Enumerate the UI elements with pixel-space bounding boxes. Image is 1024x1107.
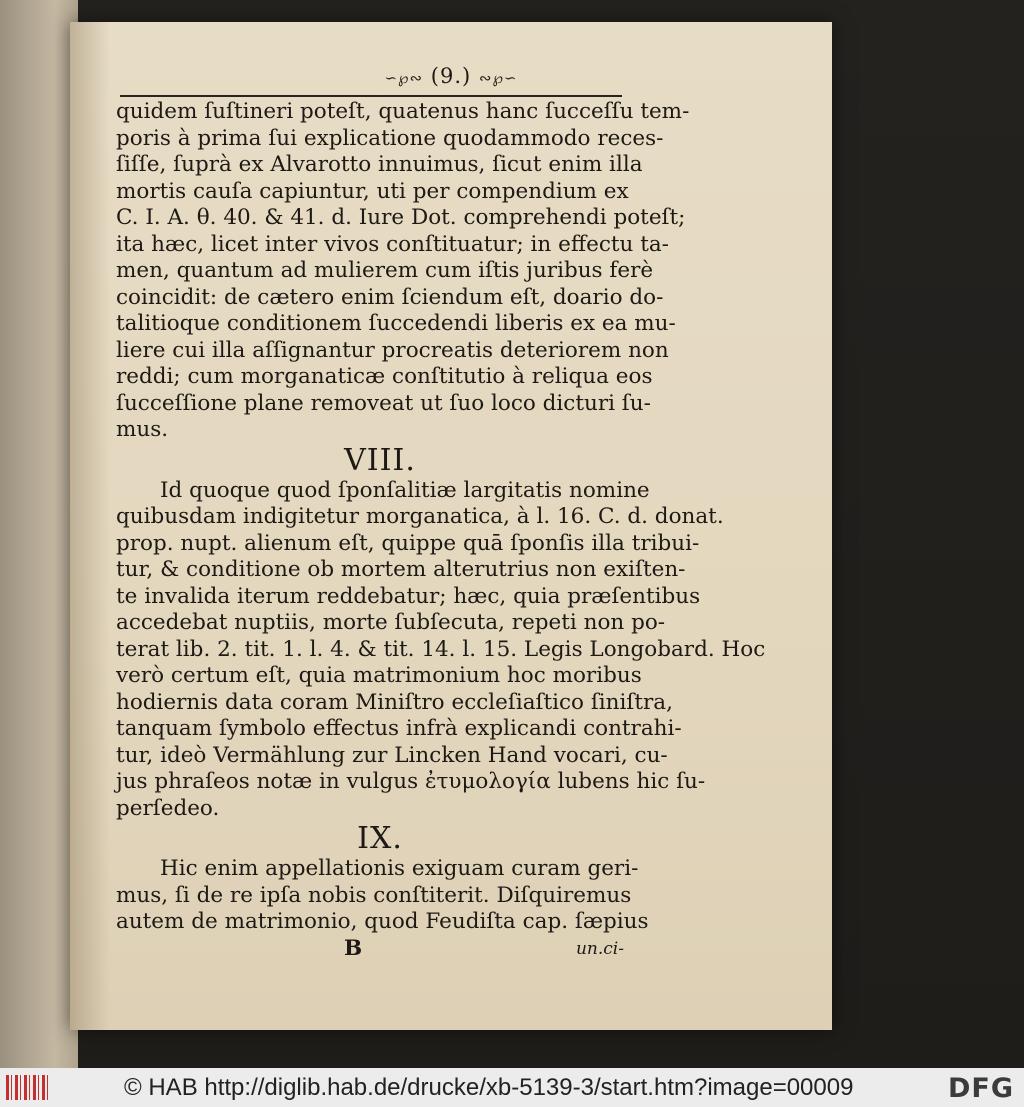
paragraph-3 (116, 856, 649, 936)
text-line: mus. (116, 417, 169, 442)
header-ornament-left: ∽℘∾ (384, 69, 424, 87)
catchword: un.ci- (575, 938, 624, 959)
barcode-icon (6, 1075, 48, 1100)
text-line: poris à prima ſui explicatione quodammodo reces- (116, 125, 664, 151)
page-number: (9.) (430, 64, 472, 88)
text-line: tur, & conditione ob mortem alterutrius non exiſten- (116, 557, 686, 582)
copyright-link[interactable]: © HAB http://diglib.hab.de/drucke/xb-5139-3/start.htm?image=00009 (124, 1074, 854, 1101)
text-line: mortis cauſa capiuntur, uti per compendium ex (116, 178, 629, 204)
text-line: quibusdam indigitetur morganatica, à l. 16. C. d. donat. (116, 504, 724, 529)
paragraph-1 (116, 99, 690, 444)
text-line: mus, ſi de re ipſa nobis conſtiterit. Diſquiremus (116, 882, 632, 908)
section-heading-ix: IX. (357, 821, 403, 856)
header-ornament-right: ∾℘∽ (478, 69, 518, 87)
header-rule (120, 95, 622, 97)
text-line: autem de matrimonio, quod Feudiſta cap. ſæpius (116, 909, 649, 934)
text-line: ita hæc, licet inter vivos conſtituatur; in effectu ta- (116, 231, 669, 257)
text-line: Hic enim appellationis exiguam curam geri- (160, 856, 639, 881)
text-line: prop. nupt. alienum eſt, quippe quā ſponſis illa tribui- (116, 530, 700, 556)
text-line: ſiſſe, ſuprà ex Alvarotto innuimus, ſicut enim illa (116, 152, 643, 177)
text-line: ſucceſſione plane removeat ut ſuo loco dicturi ſu- (116, 390, 651, 416)
text-line: liere cui illa aſſignantur procreatis deteriorem non (116, 337, 669, 363)
text-line: jus phraſeos notæ in vulgus ἐτυμολογία lubens hic ſu- (116, 769, 706, 794)
text-line: perſedeo. (116, 795, 220, 821)
text-line: verò certum eſt, quia matrimonium hoc moribus (116, 663, 642, 688)
body-text (116, 99, 766, 966)
text-line: tanquam ſymbolo effectus infrà explicandi contrahi- (116, 716, 682, 741)
signature-mark: B (344, 935, 363, 961)
text-line: C. I. A. θ. 40. & 41. d. Iure Dot. comprehendi poteſt; (116, 205, 686, 230)
text-line: reddi; cum morganaticæ conſtitutio à reliqua eos (116, 364, 653, 389)
text-line: te invalida iterum reddebatur; hæc, quia præſentibus (116, 583, 701, 609)
text-line: accedebat nuptiis, morte ſubſecuta, repeti non po- (116, 610, 666, 635)
running-header (70, 64, 832, 88)
text-line: terat lib. 2. tit. 1. l. 4. & tit. 14. l. 15. Legis Longobard. Hoc (116, 636, 766, 662)
text-line: men, quantum ad mulierem cum iſtis juribus ferè (116, 258, 654, 283)
viewer-footer-bar (0, 1068, 1024, 1107)
text-line: Id quoque quod ſponſalitiæ largitatis nomine (160, 477, 650, 503)
previous-page-edge (0, 0, 78, 1068)
page-gutter-shadow (70, 22, 110, 1030)
text-line: coincidit: de cætero enim ſciendum eſt, doario do- (116, 284, 664, 310)
dfg-logo: DFG (947, 1073, 1014, 1104)
text-line: quidem ſuſtineri poteſt, quatenus hanc ſucceſſu tem- (116, 99, 690, 124)
text-line: hodiernis data coram Miniſtro eccleſiaſtico ſiniſtra, (116, 689, 673, 715)
text-line: tur, ideò Vermählung zur Lincken Hand vocari, cu- (116, 742, 668, 768)
text-line: talitioque conditionem ſuccedendi liberis ex ea mu- (116, 311, 676, 336)
paragraph-2 (116, 477, 766, 823)
page-footer (116, 936, 624, 966)
book-page (70, 22, 832, 1030)
section-heading-viii: VIII. (344, 442, 416, 478)
